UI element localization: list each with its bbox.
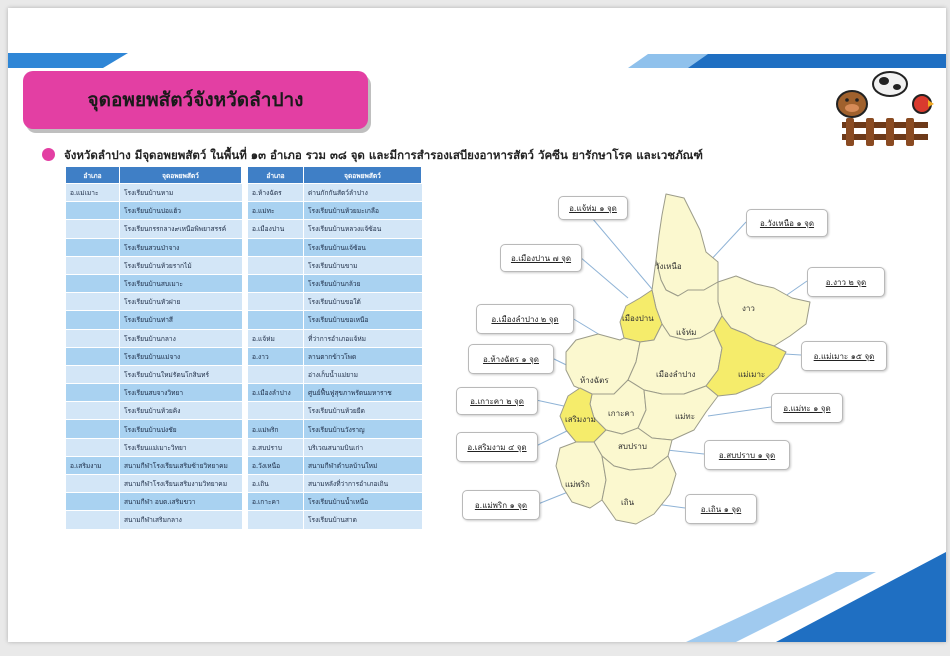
callout-sobprab: อ.สบปราบ ๑ จุด [704,440,790,470]
map-name-sermngam: เสริมงาม [565,415,596,424]
farm-animals-icon [834,70,934,150]
top-accent-shape [8,8,946,68]
evacuation-point-cell: โรงเรียนบ้านขอใต้ [304,293,422,310]
evacuation-point-cell: สนามกีฬา อบต.เสริมขวา [120,493,242,510]
map-name-kokha: เกาะคา [608,409,635,418]
callout-mueanglampang: อ.เมืองลำปาง ๒ จุด [476,304,574,334]
table-row [248,184,422,201]
district-cell [248,511,304,528]
evacuation-point-cell: อ่างเก็บน้ำแม่ยาม [304,366,422,383]
column-header-district: อำเภอ [66,167,120,183]
table-row [248,220,422,237]
evacuation-point-cell: ลานตากข้าวโพด [304,348,422,365]
callout-kokha: อ.เกาะคา ๒ จุด [456,387,538,415]
district-cell [248,311,304,328]
table-row [66,257,242,274]
evacuation-point-cell: โรงเรียนบ้านหาม [120,184,242,201]
evacuation-point-cell: โรงเรียนกรรกลาง๙เหนือพิพยาสรรค์ [120,220,242,237]
table-row [66,439,242,456]
district-cell [66,311,120,328]
evacuation-point-cell: โรงเรียนบ้านกล้วย [304,275,422,292]
evacuation-point-cell: โรงเรียนบ้านหัวฝาย [120,293,242,310]
district-cell [66,511,120,528]
district-cell: อ.เมืองลำปาง [248,384,304,401]
district-cell: อ.แม่ทะ [248,202,304,219]
table-row [248,493,422,510]
district-cell [66,293,120,310]
column-header-point: จุดอพยพสัตว์ [120,167,242,183]
district-cell [66,475,120,492]
table-row [66,475,242,492]
map-name-maetha: แม่ทะ [675,412,695,421]
evacuation-point-cell: โรงเรียนแม่เมาะวิทยา [120,439,242,456]
column-header-point: จุดอพยพสัตว์ [304,167,422,183]
evacuation-point-cell: โรงเรียนสบจางวิทยา [120,384,242,401]
table-row [66,493,242,510]
district-cell: อ.แม่พริก [248,420,304,437]
district-cell [248,275,304,292]
table-row [66,239,242,256]
district-cell: อ.เถิน [248,475,304,492]
table-row [248,293,422,310]
evacuation-point-cell: สนามหลังที่ว่าการอำเภอเถิน [304,475,422,492]
district-cell: อ.เสริมงาม [66,457,120,474]
table-row [248,457,422,474]
map-name-jaehom: แจ้ห่ม [676,328,697,337]
evacuation-point-cell: โรงเรียนบ้านห้วยมะเกลือ [304,202,422,219]
evacuation-point-cell: โรงเรียนบ้านสาด [304,511,422,528]
callout-maephrik: อ.แม่พริก ๑ จุด [462,490,540,520]
district-cell [66,439,120,456]
district-cell [248,239,304,256]
evacuation-point-cell: โรงเรียนบ้านท่าสี [120,311,242,328]
district-cell [66,384,120,401]
table-row [248,384,422,401]
district-cell [248,366,304,383]
evacuation-point-cell: สนามกีฬาโรงเรียนเสริมงามวิทยาคม [120,475,242,492]
evacuation-point-cell: โรงเรียนบ้านห้วยรากไม้ [120,257,242,274]
callout-hangchat: อ.ห้างฉัตร ๑ จุด [468,344,554,374]
table-row [248,439,422,456]
district-cell [248,293,304,310]
table-header-row [66,167,242,183]
table-row [248,511,422,528]
map-name-mueanglampang: เมืองลำปาง [656,370,696,379]
evacuation-point-cell: โรงเรียนบ้านใหม่รัตนโกสินทร์ [120,366,242,383]
map-name-mueangpan: เมืองปาน [622,314,654,323]
district-cell: อ.ห้างฉัตร [248,184,304,201]
table-row [248,475,422,492]
table-row [66,420,242,437]
table-row [248,420,422,437]
evacuation-point-cell: โรงเรียนบ้านสบเมาะ [120,275,242,292]
table-row [248,311,422,328]
callout-line [708,407,771,416]
district-cell [66,420,120,437]
district-cell: อ.วังเหนือ [248,457,304,474]
table-row [66,511,242,528]
evacuation-point-cell: โรงเรียนบ้านปงชัย [120,420,242,437]
evacuation-point-cell: บริเวณสนามบินเก่า [304,439,422,456]
subtitle: จังหวัดลำปาง มีจุดอพยพสัตว์ ในพื้นที่ ๑๓ อำเภอ รวม ๓๘ จุด และมีการสำรองเสบียงอาหารสัตว์ วัคซีน ยารักษาโรค และเวชภัณฑ์ [64,148,703,162]
evacuation-point-cell: โรงเรียนบ้านหลวงแจ้ซ้อน [304,220,422,237]
map-name-maemoh: แม่เมาะ [738,370,766,379]
district-cell: อ.เกาะคา [248,493,304,510]
evacuation-point-cell: สนามกีฬาโรงเรียนเสริมซ้ายวิทยาคม [120,457,242,474]
map-name-maephrik: แม่พริก [565,480,590,489]
table-row [66,220,242,237]
map-name-sobprab: สบปราบ [618,442,647,451]
district-cell [248,257,304,274]
callout-maemoh: อ.แม่เมาะ ๑๕ จุด [801,341,887,371]
table-row [66,184,242,201]
table-row [248,402,422,419]
district-cell [66,220,120,237]
evacuation-point-cell: โรงเรียนบ้านแม่จาง [120,348,242,365]
table-row [248,348,422,365]
map-name-ngao: งาว [742,304,755,313]
map-name-hangchat: ห้างฉัตร [580,376,609,385]
table-row [66,330,242,347]
callout-thoen: อ.เถิน ๑ จุด [685,494,757,524]
table-row [248,366,422,383]
callout-wangnuea: อ.วังเหนือ ๑ จุด [746,209,828,237]
callout-line [708,222,746,263]
district-cell [66,275,120,292]
district-cell: อ.สบปราบ [248,439,304,456]
evacuation-table-right [248,166,422,530]
district-cell [66,366,120,383]
callout-maetha: อ.แม่ทะ ๑ จุด [771,393,843,423]
evacuation-point-cell: โรงเรียนบ้านขาม [304,257,422,274]
district-cell [66,330,120,347]
callout-ngao: อ.งาว ๒ จุด [807,267,885,297]
table-row [248,330,422,347]
evacuation-point-cell: โรงเรียนบ้านขอเหนือ [304,311,422,328]
evacuation-point-cell: โรงเรียนบ้านห้วยคิง [120,402,242,419]
evacuation-point-cell: ด่านกักกันสัตว์ลำปาง [304,184,422,201]
evacuation-table-left [66,166,242,530]
table-row [66,457,242,474]
table-row [66,348,242,365]
evacuation-point-cell: โรงเรียนสวนป่าจาง [120,239,242,256]
district-cell: อ.แจ้ห่ม [248,330,304,347]
district-cell: อ.เมืองปาน [248,220,304,237]
district-cell [66,493,120,510]
district-cell [66,257,120,274]
district-wangnuea [656,194,718,296]
title-banner [23,71,368,129]
district-maephrik [556,442,606,508]
district-cell [66,348,120,365]
callout-mueangpan: อ.เมืองปาน ๗ จุด [500,244,582,272]
evacuation-point-cell: สนามกีฬาตำบลบ้านใหม่ [304,457,422,474]
evacuation-point-cell: โรงเรียนบ้านน้ำเหนือ [304,493,422,510]
district-cell [248,402,304,419]
evacuation-point-cell: ที่ว่าการอำเภอแจ้ห่ม [304,330,422,347]
table-row [66,202,242,219]
district-cell [66,202,120,219]
evacuation-point-cell: โรงเรียนบ้านห้วยยีด [304,402,422,419]
evacuation-point-cell: โรงเรียนบ้านกลาง [120,330,242,347]
table-row [66,275,242,292]
table-header-row [248,167,422,183]
bottom-accent-shape [686,552,946,642]
table-row [248,239,422,256]
callout-sermngam: อ.เสริมงาม ๔ จุด [456,432,538,462]
district-cell: อ.แม่เมาะ [66,184,120,201]
evacuation-point-cell: ศูนย์ฟื้นฟูสุขภาพรัตนมหาราช [304,384,422,401]
bullet-dot [42,148,55,161]
district-cell [66,239,120,256]
district-cell: อ.งาว [248,348,304,365]
table-row [66,293,242,310]
column-header-district: อำเภอ [248,167,304,183]
district-cell [66,402,120,419]
evacuation-point-cell: โรงเรียนบ้านบ่อแฮ้ว [120,202,242,219]
evacuation-point-cell: สนามกีฬาเสริมกลาง [120,511,242,528]
map-name-thoen: เถิน [621,498,635,507]
evacuation-point-cell: โรงเรียนบ้านแจ้ซ้อน [304,239,422,256]
table-row [66,366,242,383]
map-name-wangnuea: วังเหนือ [655,262,682,271]
table-row [66,311,242,328]
table-row [66,402,242,419]
table-row [248,275,422,292]
table-row [248,202,422,219]
slide [8,8,946,642]
page-title: จุดอพยพสัตว์จังหวัดลำปาง [87,89,304,111]
table-row [248,257,422,274]
callout-jaehom: อ.แจ้ห่ม ๑ จุด [558,196,628,220]
table-row [66,384,242,401]
evacuation-point-cell: โรงเรียนบ้านวังราญ [304,420,422,437]
callout-line [580,257,628,298]
